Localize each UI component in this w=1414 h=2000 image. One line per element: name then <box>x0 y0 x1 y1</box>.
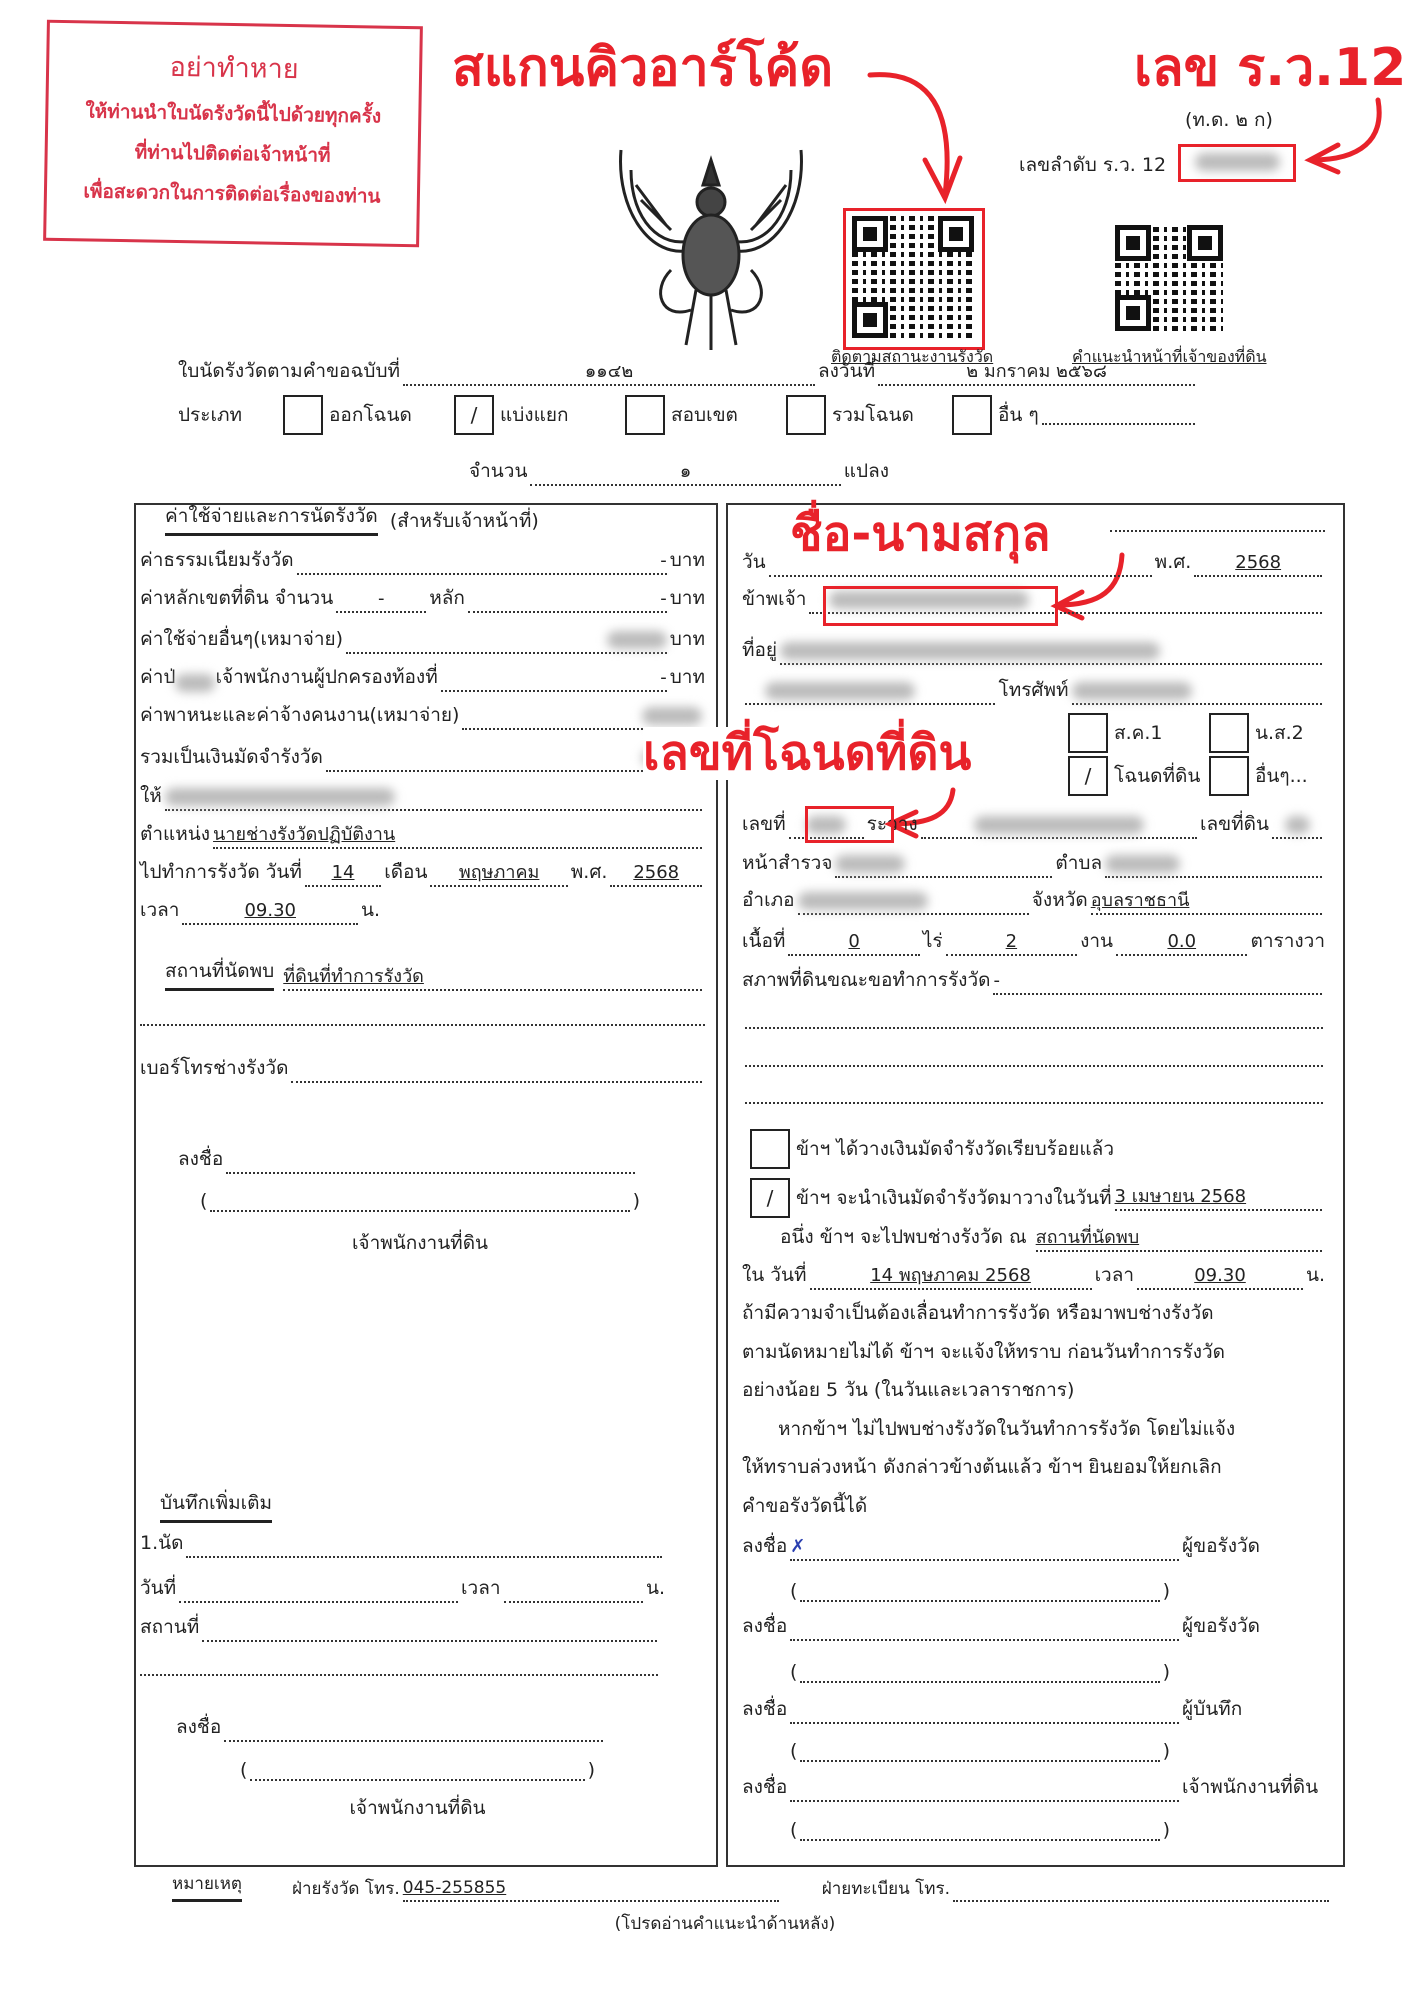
signature-row <box>742 1611 1332 1641</box>
deposit-paid-checkbox[interactable] <box>750 1129 790 1169</box>
baht-label: บาท <box>669 628 705 650</box>
fee-markers-value: - <box>468 587 667 613</box>
meet-time: 09.30 <box>1137 1264 1303 1290</box>
paragraph-line: ตามนัดหมายไม่ได้ ข้าฯ จะแจ้งให้ทราบ ก่อนวันทำการรังวัด <box>742 1340 1226 1363</box>
sign-label: ลงชื่อ <box>742 1698 788 1720</box>
sign-label: ลงชื่อ <box>742 1615 788 1637</box>
registry-phone-field <box>953 1876 1329 1902</box>
meet-row <box>780 1222 1325 1252</box>
count-value: ๑ <box>530 460 840 486</box>
survey-sheet-value <box>921 813 1197 839</box>
baht-label: บาท <box>669 587 705 609</box>
appt-field[interactable] <box>186 1532 662 1558</box>
signer-name-row: ( ) <box>790 1811 1170 1841</box>
doc-type-label: โฉนดที่ดิน <box>1114 765 1201 787</box>
signature-field[interactable] <box>226 1148 635 1174</box>
deed-highlight-box <box>805 806 894 843</box>
sign-label: ลงชื่อ <box>742 1535 788 1557</box>
appt-date-field[interactable] <box>179 1577 458 1603</box>
baht-label: บาท <box>669 666 705 688</box>
signature-row <box>742 1772 1332 1802</box>
signature-field[interactable]: ✗ <box>790 1535 1179 1561</box>
paragraph-line: ให้ทราบล่วงหน้า ดังกล่าวข้างต้นแล้ว ข้าฯ ยินยอมให้ยกเลิก <box>742 1456 1222 1478</box>
position-row <box>140 819 705 849</box>
fee-local-label: เจ้าพนักงานผู้ปกครองท้องที่ <box>215 666 438 688</box>
fee-transport-label: ค่าพาหนะและค่าจ้างคนงาน(เหมาจ่าย) <box>140 704 460 726</box>
baht-label: บาท <box>669 549 705 571</box>
signer-role: ผู้ขอรังวัด <box>1182 1615 1261 1637</box>
page-value <box>835 852 1052 878</box>
page-row <box>742 848 1325 878</box>
request-label: ใบนัดรังวัดตามคำขอฉบับที่ <box>178 360 401 382</box>
arrow-head-icon <box>925 158 960 198</box>
dotted-line <box>745 1027 1323 1029</box>
left-title-note: (สำหรับเจ้าหน้าที่) <box>389 510 539 532</box>
deed-annotation: เลขที่โฉนดที่ดิน <box>643 725 972 781</box>
request-row <box>178 356 1198 386</box>
officer-sign-row <box>178 1144 638 1174</box>
qr-code-owner-guidance[interactable] <box>1115 225 1223 331</box>
meeting-row <box>165 961 705 991</box>
on-date-label: ใน วันที่ <box>742 1264 807 1286</box>
place-label: สถานที่ <box>140 1616 200 1638</box>
appt-row <box>140 1528 665 1558</box>
date-label: วันที่ <box>140 1577 177 1599</box>
dotted-line <box>745 1102 1323 1104</box>
sequence-highlight-box <box>1178 144 1296 182</box>
wa-unit: ตารางวา <box>1250 930 1325 952</box>
survey-time: 09.30 <box>182 899 357 925</box>
deed-no-label: เลขที่ <box>742 813 786 835</box>
deposit-date: 3 เมษายน 2568 <box>1115 1185 1322 1211</box>
count-row <box>469 456 889 486</box>
signer-role: ผู้บันทึก <box>1182 1698 1243 1720</box>
fee-transport-row <box>140 700 705 730</box>
rai-value: 0 <box>788 930 919 956</box>
type-option-label: รวมโฉนด <box>832 404 914 426</box>
fee-survey-value: - <box>297 549 667 575</box>
province-label: จังหวัด <box>1031 889 1088 911</box>
area-label: เนื้อที่ <box>742 930 786 952</box>
paragraph-line: คำขอรังวัดนี้ได้ <box>742 1494 868 1517</box>
appt-place-row <box>140 1612 660 1642</box>
name-field[interactable] <box>800 1736 1159 1762</box>
applicant-label: ข้าพเจ้า <box>742 588 807 610</box>
type-option-label: ออกโฉนด <box>329 404 412 426</box>
sequence-label: เลขลำดับ ร.ว. 12 <box>1019 154 1167 176</box>
assignee-value <box>165 785 702 811</box>
amphoe-value <box>798 889 1029 915</box>
signature-field[interactable] <box>790 1615 1179 1641</box>
type-row <box>178 394 1198 436</box>
phone-row <box>140 1053 705 1083</box>
signer-name-row: ( ) <box>790 1572 1170 1602</box>
total-label: รวมเป็นเงินมัดจำรังวัด <box>140 746 323 768</box>
doc-type-checkbox[interactable] <box>1068 713 1108 753</box>
back-note: (โปรดอ่านคำแนะนำด้านหลัง) <box>614 1914 836 1934</box>
fee-local-value: - <box>441 666 667 692</box>
land-no-label: เลขที่ดิน <box>1200 813 1269 835</box>
address-row <box>742 635 1325 665</box>
signature-row <box>742 1531 1332 1561</box>
meeting-value: ที่ดินที่ทำการรังวัด <box>283 965 702 991</box>
time-label: เวลา <box>1094 1264 1135 1286</box>
signer-role: ผู้ขอรังวัด <box>1182 1535 1261 1557</box>
survey-phone-label: ฝ่ายรังวัด โทร. <box>291 1879 400 1899</box>
rv12-annotation: เลข ร.ว.12 <box>1134 38 1407 98</box>
signature-field[interactable] <box>790 1698 1179 1724</box>
total-row <box>140 742 705 772</box>
type-checkbox[interactable] <box>786 395 826 435</box>
survey-month: พฤษภาคม <box>430 861 567 887</box>
signature-row <box>742 1694 1332 1724</box>
survey-date-row <box>140 857 705 887</box>
paragraph-line: หากข้าฯ ไม่ไปพบช่างรังวัดในวันทำการรังวัด โดยไม่แจ้ง <box>778 1417 1236 1440</box>
stamp-title: อย่าทำหาย <box>169 51 299 86</box>
province-value: อุบลราชธานี <box>1091 889 1322 915</box>
doc-type-label: น.ส.2 <box>1255 722 1304 744</box>
meet-text: อนึ่ง ข้าฯ จะไปพบช่างรังวัด ณ <box>780 1226 1027 1248</box>
sign-label: ลงชื่อ <box>742 1776 788 1798</box>
day-label: วัน <box>742 551 766 573</box>
doc-type-label: อื่นๆ... <box>1255 765 1308 787</box>
address-label: ที่อยู่ <box>742 639 778 661</box>
ngan-unit: งาน <box>1080 930 1114 952</box>
amphoe-row <box>742 885 1325 915</box>
type-option-label: สอบเขต <box>671 404 738 426</box>
survey-date-label: ไปทำการรังวัด วันที่ <box>140 861 302 883</box>
name-highlight-box <box>823 586 1058 626</box>
fee-other-value <box>346 628 667 654</box>
name-field[interactable] <box>210 1186 629 1212</box>
notes-title-row <box>160 1493 272 1523</box>
doc-type-checkbox[interactable] <box>1209 756 1249 796</box>
month-label: เดือน <box>384 861 428 883</box>
signer-name-row: ( ) <box>790 1653 1170 1683</box>
area-row <box>742 926 1325 956</box>
officer-name-row: ( ) <box>200 1182 640 1212</box>
paragraph-line: ถ้ามีความจำเป็นต้องเลื่อนทำการรังวัด หรือมาพบช่างรังวัด <box>742 1302 1214 1324</box>
notes-name-row: ( ) <box>240 1751 595 1781</box>
deposit-later-row <box>750 1177 1325 1219</box>
stamp-line: เพื่อสะดวกในการติดต่อเรื่องของท่าน <box>83 180 381 208</box>
type-option-label: แบ่งแยก <box>500 404 569 426</box>
fee-markers-label: ค่าหลักเขตที่ดิน จำนวน <box>140 587 334 609</box>
dotted-line <box>1110 530 1325 532</box>
qr1-caption: ติดตามสถานะงานรังวัด <box>831 347 994 366</box>
name-field[interactable] <box>800 1657 1159 1683</box>
form-code: (ท.ด. ๒ ก) <box>1185 109 1273 131</box>
type-checkbox[interactable] <box>952 395 992 435</box>
sign-label: ลงชื่อ <box>176 1716 222 1738</box>
survey-phone: 045-255855 <box>403 1876 779 1902</box>
fee-survey-label: ค่าธรรมเนียมรังวัด <box>140 549 294 571</box>
name-field[interactable] <box>250 1755 584 1781</box>
doc-type-label: ส.ค.1 <box>1114 722 1163 744</box>
redacted-text <box>175 674 215 692</box>
fee-markers-row <box>140 583 705 613</box>
doc-type-row-1 <box>1068 712 1304 754</box>
signature-field[interactable] <box>224 1716 603 1742</box>
doc-type-row-2 <box>1068 755 1308 797</box>
assignee-label: ให้ <box>140 785 162 807</box>
deposit-later-label: ข้าฯ จะนำเงินมัดจำรังวัดมาวางในวันที่ <box>796 1187 1112 1209</box>
markers-unit: หลัก <box>429 587 465 609</box>
dotted-line <box>745 1065 1323 1067</box>
name-annotation: ชื่อ-นามสกุล <box>790 506 1051 562</box>
paragraph-line: อย่างน้อย 5 วัน (ในวันและเวลาราชการ) <box>742 1379 1075 1401</box>
garuda-emblem-icon <box>611 140 811 350</box>
surveyor-phone-label: เบอร์โทรช่างรังวัด <box>140 1057 289 1079</box>
ngan-value: 2 <box>946 930 1077 956</box>
stamp-line: ให้ท่านนำใบนัดรังวัดนี้ไปด้วยทุกครั้ง <box>85 100 382 128</box>
name-field[interactable] <box>800 1576 1159 1602</box>
meet-date-row <box>742 1260 1325 1290</box>
phone-label: โทรศัพท์ <box>998 679 1069 701</box>
position-label: ตำแหน่ง <box>140 823 211 845</box>
scan-qr-annotation: สแกนคิวอาร์โค้ด <box>452 38 834 98</box>
phone-value <box>1072 679 1322 705</box>
address-phone-row <box>742 675 1325 705</box>
qr-highlight-box <box>843 208 985 350</box>
survey-day: 14 <box>305 861 381 887</box>
time-label: เวลา <box>140 899 180 921</box>
count-unit: แปลง <box>843 460 889 482</box>
fee-local-label: ค่าป่ <box>140 666 176 688</box>
rai-unit: ไร่ <box>922 930 943 952</box>
year-label: พ.ศ. <box>570 861 608 883</box>
dotted-line <box>140 1024 705 1026</box>
notes-title: บันทึกเพิ่มเติม <box>160 1488 272 1523</box>
condition-value: - <box>993 969 1322 995</box>
count-label: จำนวน <box>469 460 528 482</box>
fee-survey-row <box>140 545 705 575</box>
fee-local-row <box>140 662 705 692</box>
appt-place-field[interactable] <box>202 1616 657 1642</box>
doc-type-checkbox[interactable]: / <box>1068 756 1108 796</box>
position-value: นายช่างรังวัดปฏิบัติงาน <box>213 823 702 849</box>
fee-other-label: ค่าใช้จ่ายอื่นๆ(เหมาจ่าย) <box>140 628 344 650</box>
officer-title: เจ้าพนักงานที่ดิน <box>349 1797 486 1819</box>
postpone-paragraph <box>742 1294 1235 1525</box>
tambon-value <box>1105 852 1322 878</box>
appt-label: 1.นัด <box>140 1532 184 1554</box>
doc-type-checkbox[interactable] <box>1209 713 1249 753</box>
signature-field[interactable] <box>790 1776 1179 1802</box>
appt-date-row <box>140 1573 665 1603</box>
notes-sign-row <box>176 1712 606 1742</box>
type-checkbox[interactable] <box>283 395 323 435</box>
deposit-paid-label: ข้าฯ ได้วางเงินมัดจำรังวัดเรียบร้อยแล้ว <box>796 1138 1114 1160</box>
registry-phone-label: ฝ่ายทะเบียน โทร. <box>821 1879 951 1899</box>
left-title: ค่าใช้จ่ายและการนัดรังวัด <box>165 501 378 536</box>
markers-count: - <box>336 587 426 613</box>
time-unit: น. <box>360 899 380 921</box>
meet-date: 14 พฤษภาคม 2568 <box>810 1264 1092 1290</box>
type-option-label: อื่น ๆ <box>998 404 1039 426</box>
type-label: ประเภท <box>178 404 243 426</box>
time-label: เวลา <box>461 1577 501 1599</box>
address-value <box>780 639 1322 665</box>
survey-sheet-label: ระวาง <box>866 813 918 835</box>
name-field[interactable] <box>800 1815 1159 1841</box>
tambon-label: ตำบล <box>1055 852 1103 874</box>
footer-row <box>172 1872 1332 1902</box>
page-label: หน้าสำรวจ <box>742 852 833 874</box>
amphoe-label: อำเภอ <box>742 889 795 911</box>
land-no-value <box>1272 813 1322 839</box>
request-date: ๒ มกราคม ๒๕๖๘ <box>878 360 1195 386</box>
survey-year: 2568 <box>610 861 702 887</box>
address-value-2 <box>745 679 995 705</box>
date-label: ลงวันที่ <box>818 360 876 382</box>
survey-time-row <box>140 895 380 925</box>
surveyor-phone-field[interactable] <box>291 1057 702 1083</box>
signer-role: เจ้าพนักงานที่ดิน <box>1182 1776 1319 1798</box>
signer-name-row: ( ) <box>790 1732 1170 1762</box>
condition-row <box>742 965 1325 995</box>
sign-label: ลงชื่อ <box>178 1148 224 1170</box>
meet-place: สถานที่นัดพบ <box>1036 1226 1322 1252</box>
left-title-row <box>165 506 539 536</box>
wa-value: 0.0 <box>1116 930 1247 956</box>
request-number: ๑๑๔๒ <box>403 360 815 386</box>
appt-time-field[interactable] <box>504 1577 643 1603</box>
other-type-field[interactable] <box>1042 405 1195 425</box>
type-checkbox[interactable] <box>625 395 665 435</box>
deposit-later-checkbox[interactable]: / <box>750 1178 790 1218</box>
stamp-line: ที่ท่านไปติดต่อเจ้าหน้าที่ <box>134 141 331 167</box>
time-unit: น. <box>645 1577 665 1599</box>
assignee-row <box>140 781 705 811</box>
note-label: หมายเหตุ <box>172 1870 242 1902</box>
condition-label: สภาพที่ดินขณะขอทำการรังวัด <box>742 969 991 991</box>
fee-other-row <box>140 624 705 654</box>
type-checkbox[interactable]: / <box>454 395 494 435</box>
qr2-caption: คำแนะนำหน้าที่เจ้าของที่ดิน <box>1072 347 1267 366</box>
year-value: 2568 <box>1194 551 1322 577</box>
dotted-line <box>140 1674 658 1676</box>
meeting-label: สถานที่นัดพบ <box>165 956 274 991</box>
deposit-paid-row <box>750 1128 1325 1170</box>
time-unit: น. <box>1305 1264 1325 1286</box>
year-label: พ.ศ. <box>1154 551 1192 573</box>
officer-title: เจ้าพนักงานที่ดิน <box>351 1232 489 1254</box>
